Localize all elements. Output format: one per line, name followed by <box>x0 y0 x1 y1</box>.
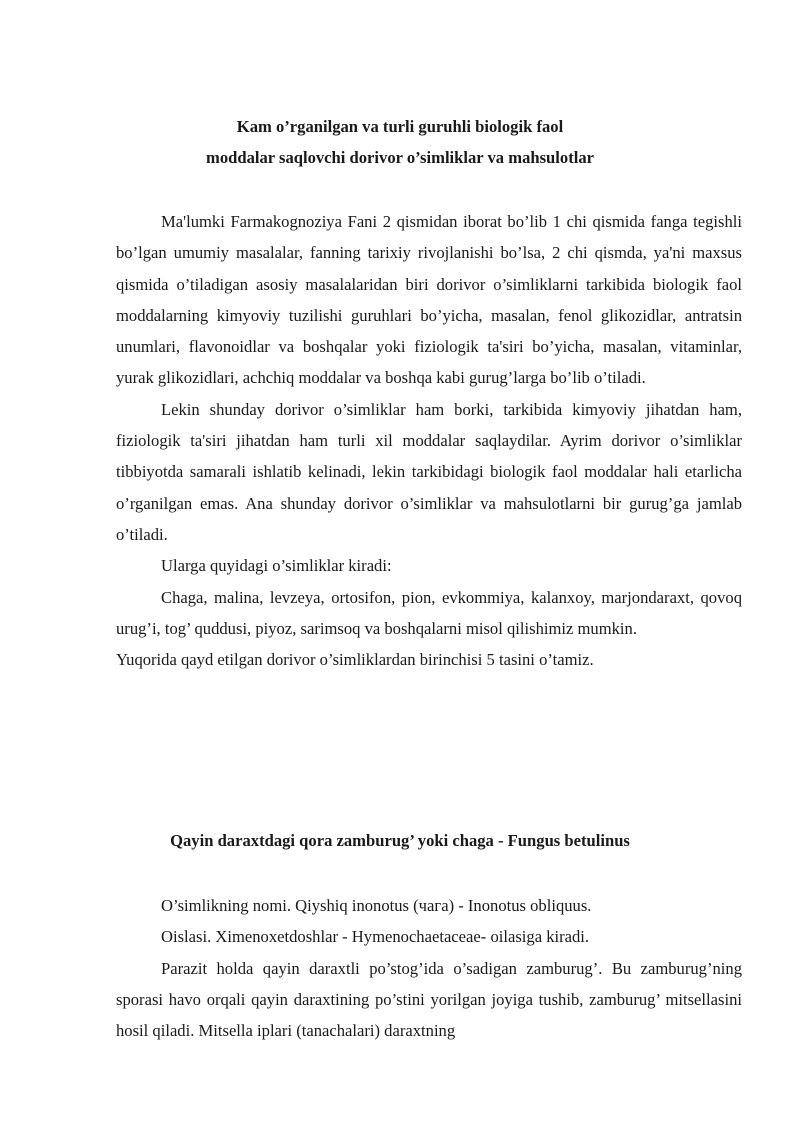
section-paragraph-2: Oislasi. Ximenoxetdoshlar - Hymenochaetaceae- oilasiga kiradi. <box>161 927 590 947</box>
intro-paragraph-3: Ularga quyidagi o’simliklar kiradi: <box>161 556 392 576</box>
section-body <box>116 890 742 1046</box>
heading-line-1: Kam o’rganilgan va turli guruhli biologik faol <box>236 117 564 136</box>
section-paragraph-1: O’simlikning nomi. Qiyshiq inonotus (чага) - Inonotus obliquus. <box>161 896 592 915</box>
intro-closing-line: Yuqorida qayd etilgan dorivor o’simliklardan birinchisi 5 tasini o’tamiz. <box>116 650 594 670</box>
section-paragraph-3: Parazit holda qayin daraxtli po’stog’ida o’sadigan zamburug’. Bu zamburug’ning sporasi havo orqali qayin daraxtining po’stini yorilgan joyiga tushib, zamburug’ mitsellasini hosil qiladi. Mitsella iplari (tanachalari) daraxtning <box>116 958 742 1041</box>
intro-section <box>116 206 742 675</box>
intro-paragraph-1: Ma'lumki Farmakognoziya Fani 2 qismidan iborat bo’lib 1 chi qismida fanga tegishli bo’lgan umumiy masalalar, fanning tarixiy rivojlanishi bo’lsa, 2 chi qismda, ya'ni maxsus qismida o’tiladigan asosiy masalalaridan biri dorivor o’simliklarni tarkibida biologik faol moddalarning kimyoviy tuzilishi guruhlari bo’yicha, masalan, fenol glikozidlar, antratsin unumlari, flavonoidlar va boshqalar yoki fiziologik ta'siri bo’yicha, masalan, vitaminlar, yurak glikozidlari, achchiq moddalar va boshqa kabi gurug’larga bo’lib o’tiladi. <box>116 212 742 388</box>
heading-line-2: moddalar saqlovchi dorivor o’simliklar va mahsulotlar <box>206 148 594 167</box>
intro-paragraph-4: Chaga, malina, levzeya, ortosifon, pion, evkommiya, kalanxoy, marjondaraxt, qovoq urug’i, tog’ quddusi, piyoz, sarimsoq va boshqalarni misol qilishimiz mumkin. <box>116 587 742 638</box>
section-title: Qayin daraxtdagi qora zamburug’ yoki chaga - Fungus betulinus <box>170 831 630 850</box>
intro-paragraph-2: Lekin shunday dorivor o’simliklar ham borki, tarkibida kimyoviy jihatdan ham, fiziologik ta'siri jihatdan ham turli xil moddalar saqlaydilar. Ayrim dorivor o’simliklar tibbiyotda samarali ishlatib kelinadi, lekin tarkibidagi biologik faol moddalar hali etarlicha o’rganilgan emas. Ana shunday dorivor o’simliklar va mahsulotlarni bir gurug’ga jamlab o’tiladi. <box>116 399 742 544</box>
